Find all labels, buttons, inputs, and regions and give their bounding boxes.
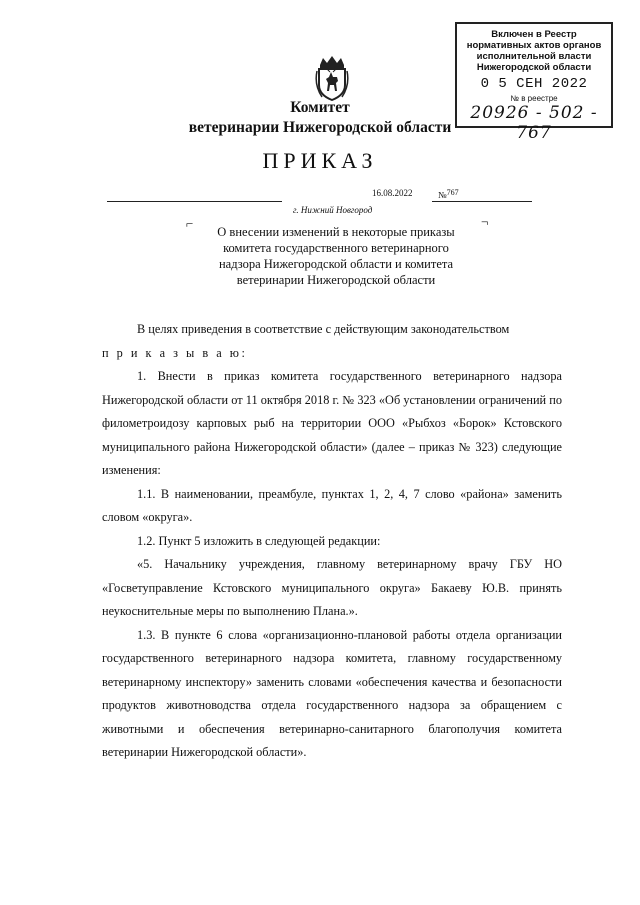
subject-line-2: комитета государственного ветеринарного [223,241,449,255]
subject-line-3: надзора Нижегородской области и комитета [218,257,454,271]
subject-line-4: ветеринарии Нижегородской области [236,273,436,287]
stamp-registry-label: № в реестре [510,94,558,103]
paragraph-point-5: «5. Начальнику учреждения, главному ветеринарному врачу ГБУ НО «Госветуправление Кстовского муниципального округа» Бакаеву Ю.В. принять неукоснительные меры по выполнению Плана.». [102,557,562,618]
document-number [438,188,459,201]
date-line-right [432,201,532,202]
org-name-line-1: Комитет [290,99,350,116]
number-sign: № [438,190,447,200]
stamp-line-2: нормативных актов органов [466,40,602,51]
coat-of-arms-icon [314,55,350,101]
number-value: 767 [446,188,459,197]
preamble: В целях приведения в соответствие с действующим законодательством [137,322,510,336]
paragraph-1: 1. Внести в приказ комитета государственного ветеринарного надзора Нижегородской области от 11 октября 2018 г. № 323 «Об установлении ограничений по филометроидозу карповых рыб на территории ООО «Рыбхоз «Борок» Кстовского муниципального района Нижегородской области» (далее – приказ № 323) следующие изменения: [102,369,562,477]
subject-corner-left: ⌐ [186,216,194,231]
document-body [102,318,562,765]
stamp-registry-number: 20926 - 502 - 767 [470,103,598,143]
subject-line-1: О внесении изменений в некоторые приказы [217,225,455,239]
stamp-line-3: исполнительной власти [476,51,592,62]
stamp-date: 0 5 СЕН 2022 [480,76,588,92]
stamp-line-1: Включен в Реестр [491,29,577,40]
subject-corner-right: ¬ [481,214,489,229]
paragraph-1-3: 1.3. В пункте 6 слова «организационно-плановой работы отдела организации государственного ветеринарного надзора комитета, главному государственному ветеринарному инспектору» заменить словами «обеспечения качества и безопасности продуктов животноводства отдела государственного надзора за обращением с животными и обеспечения ветеринарно-санитарного благополучия комитета ветеринарии Нижегородской области». [102,627,562,759]
order-word: п р и к а з ы в а ю: [102,345,248,360]
org-name-line-2: ветеринарии Нижегородской области [188,119,452,136]
document-date: 16.08.2022 [372,188,413,198]
stamp-line-4: Нижегородской области [476,62,592,73]
date-line-left [107,201,282,202]
document-title: ПРИКАЗ [262,148,378,173]
subject-block [208,224,464,288]
paragraph-1-1: 1.1. В наименовании, преамбуле, пунктах 1, 2, 4, 7 слово «района» заменить словом «округа». [102,486,562,524]
paragraph-1-2: 1.2. Пункт 5 изложить в следующей редакции: [137,533,381,548]
city: г. Нижний Новгород [293,205,373,215]
